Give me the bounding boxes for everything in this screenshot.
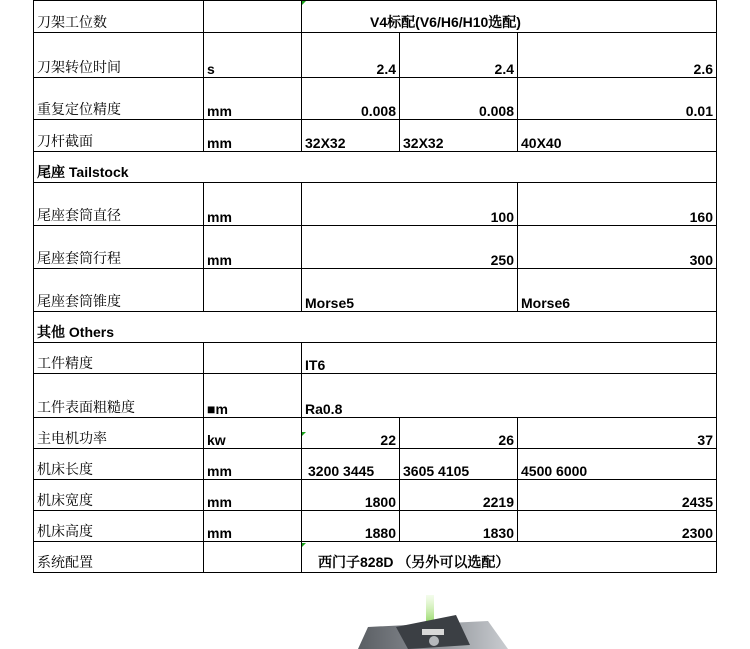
- row-unit: s: [204, 33, 302, 78]
- row-value-12: Morse5: [302, 269, 518, 312]
- row-unit: mm: [204, 511, 302, 542]
- row-value-merged: 西门子828D （另外可以选配）: [302, 542, 717, 573]
- row-value-3: 40X40: [518, 120, 717, 152]
- row-value-2: 1830: [400, 511, 518, 542]
- row-label: 主电机功率: [34, 418, 204, 449]
- row-value-12: 250: [302, 226, 518, 269]
- row-value-12: 100: [302, 183, 518, 226]
- row-unit: kw: [204, 418, 302, 449]
- table-row: [34, 1, 717, 33]
- row-label: 系统配置: [34, 542, 204, 573]
- row-value-3: 4500 6000: [518, 449, 717, 480]
- row-label: 刀杆截面: [34, 120, 204, 152]
- table-row: [34, 120, 717, 152]
- row-label: 尾座套筒直径: [34, 183, 204, 226]
- cell-marker-icon: [302, 543, 306, 547]
- row-value-1: 3200 3445: [302, 449, 400, 480]
- row-value-2: 0.008: [400, 78, 518, 120]
- row-value-merged: V4标配(V6/H6/H10选配): [302, 1, 717, 33]
- section-row: [34, 312, 717, 343]
- row-unit: mm: [204, 449, 302, 480]
- brand-logo-icon: [422, 629, 444, 635]
- row-value-1: 2.4: [302, 33, 400, 78]
- row-value-3: 2435: [518, 480, 717, 511]
- row-value-1: 22: [302, 418, 400, 449]
- row-unit: ■m: [204, 374, 302, 418]
- row-label: 刀架工位数: [34, 1, 204, 33]
- table-row: [34, 511, 717, 542]
- row-unit: mm: [204, 226, 302, 269]
- table-row: [34, 418, 717, 449]
- row-unit: mm: [204, 183, 302, 226]
- table-row: [34, 374, 717, 418]
- row-label: 工件精度: [34, 343, 204, 374]
- row-value-3: 160: [518, 183, 717, 226]
- table-row: [34, 542, 717, 573]
- table-row: [34, 449, 717, 480]
- row-unit: [204, 343, 302, 374]
- section-title: 其他 Others: [34, 312, 717, 343]
- row-unit: mm: [204, 120, 302, 152]
- row-label: 重复定位精度: [34, 78, 204, 120]
- row-value-1: 1880: [302, 511, 400, 542]
- section-row: [34, 152, 717, 183]
- cell-marker-icon: [302, 1, 306, 5]
- table-row: [34, 226, 717, 269]
- table-row: [34, 343, 717, 374]
- row-unit: [204, 269, 302, 312]
- row-unit: [204, 542, 302, 573]
- table-row: [34, 33, 717, 78]
- row-value-2: 26: [400, 418, 518, 449]
- section-title: 尾座 Tailstock: [34, 152, 717, 183]
- table-row: [34, 269, 717, 312]
- row-value-2: 32X32: [400, 120, 518, 152]
- row-label: 机床宽度: [34, 480, 204, 511]
- table-row: [34, 480, 717, 511]
- row-label: 刀架转位时间: [34, 33, 204, 78]
- row-value-merged: Ra0.8: [302, 374, 717, 418]
- row-label: 尾座套筒行程: [34, 226, 204, 269]
- row-value-2: 2219: [400, 480, 518, 511]
- row-unit: [204, 1, 302, 33]
- row-label: 工件表面粗糙度: [34, 374, 204, 418]
- cell-marker-icon: [302, 432, 306, 436]
- row-value-1: 0.008: [302, 78, 400, 120]
- row-value-1: 32X32: [302, 120, 400, 152]
- row-value-3: 300: [518, 226, 717, 269]
- row-unit: mm: [204, 480, 302, 511]
- table-row: [34, 183, 717, 226]
- spec-table: [33, 0, 717, 573]
- machine-image: [358, 585, 508, 649]
- row-value-merged: IT6: [302, 343, 717, 374]
- row-value-3: Morse6: [518, 269, 717, 312]
- row-label: 机床高度: [34, 511, 204, 542]
- row-value-3: 2.6: [518, 33, 717, 78]
- row-label: 尾座套筒锥度: [34, 269, 204, 312]
- row-value-2: 3605 4105: [400, 449, 518, 480]
- row-label: 机床长度: [34, 449, 204, 480]
- row-value-3: 37: [518, 418, 717, 449]
- row-value-2: 2.4: [400, 33, 518, 78]
- row-value-1: 1800: [302, 480, 400, 511]
- table-row: [34, 78, 717, 120]
- row-value-3: 0.01: [518, 78, 717, 120]
- row-unit: mm: [204, 78, 302, 120]
- row-value-3: 2300: [518, 511, 717, 542]
